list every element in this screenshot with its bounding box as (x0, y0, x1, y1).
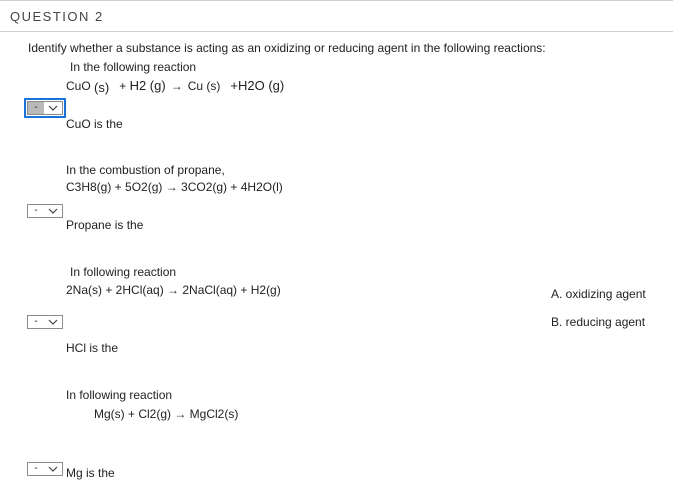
q4-answer-dropdown[interactable] (27, 462, 63, 476)
q1-answer-dropdown[interactable] (27, 101, 63, 115)
q1-prompt: CuO is the (66, 117, 123, 131)
question-header (0, 0, 673, 32)
q3-prompt: HCl is the (66, 341, 119, 355)
q1-equation (66, 78, 284, 93)
q3-equation: 2Na(s) + 2HCl(aq) → 2NaCl(aq) + H2(g) (66, 283, 281, 297)
question-title: QUESTION 2 (10, 9, 104, 24)
q2-equation: C3H8(g) + 5O2(g) → 3CO2(g) + 4H2O(l) (66, 180, 283, 194)
chevron-down-icon (44, 319, 62, 325)
q1-eq-product-1: Cu (s) (187, 79, 221, 93)
q1-eq-product-2: +H2O (g) (230, 78, 285, 93)
q1-eq-reactant-2: H2 (g) (129, 78, 166, 93)
q3-intro: In following reaction (70, 265, 177, 279)
q1-intro: In the following reaction (70, 60, 197, 74)
q3-selected-value: - (34, 316, 38, 327)
q2-answer-dropdown[interactable] (27, 204, 63, 218)
choice-a: A. oxidizing agent (551, 287, 646, 301)
q1-selected-value: - (28, 102, 44, 114)
q2-intro: In the combustion of propane, (66, 163, 225, 177)
q1-eq-arrow: → (170, 79, 183, 93)
q3-answer-dropdown[interactable] (27, 315, 63, 329)
q4-selected-value: - (34, 463, 38, 474)
q2-prompt: Propane is the (66, 218, 144, 232)
instruction-text: Identify whether a substance is acting as an oxidizing or reducing agent in the following reactions: (28, 41, 546, 55)
chevron-down-icon (44, 466, 62, 472)
chevron-down-icon (44, 208, 62, 214)
q4-prompt: Mg is the (66, 466, 115, 480)
q1-eq-reactant-1-state: (s) (94, 80, 110, 95)
q1-eq-reactant-1: CuO (66, 79, 91, 93)
q4-intro: In following reaction (66, 388, 173, 402)
choice-b: B. reducing agent (551, 315, 646, 329)
chevron-down-icon (44, 105, 62, 111)
q2-selected-value: - (34, 205, 38, 216)
q1-eq-plus: + (119, 79, 127, 93)
q4-equation: Mg(s) + Cl2(g) → MgCl2(s) (94, 407, 239, 421)
